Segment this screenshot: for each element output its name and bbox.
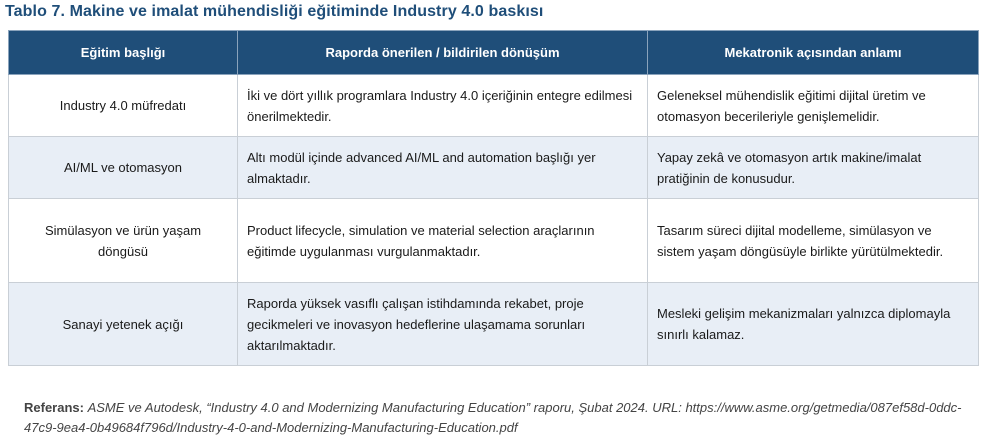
cell-meaning: Mesleki gelişim mekanizmaları yalnızca diplomayla sınırlı kalamaz.	[648, 283, 979, 366]
reference-note	[24, 398, 974, 438]
cell-change: İki ve dört yıllık programlara Industry 4.0 içeriğinin entegre edilmesi önerilmektedir.	[238, 75, 648, 137]
cell-change: Altı modül içinde advanced AI/ML and automation başlığı yer almaktadır.	[238, 137, 648, 199]
table-row	[9, 137, 979, 199]
table-row	[9, 283, 979, 366]
column-header-meaning: Mekatronik açısından anlamı	[648, 31, 979, 75]
column-header-change: Raporda önerilen / bildirilen dönüşüm	[238, 31, 648, 75]
table-header-row	[9, 31, 979, 75]
reference-text: ASME ve Autodesk, “Industry 4.0 and Modernizing Manufacturing Education” raporu, Şubat 2024. URL: https://www.asme.org/getmedia/087ef58d-0ddc-47c9-9ea4-0b49684f796d/Industry-4-0-and-Modernizing-Manufacturing-Education.pdf	[24, 400, 962, 435]
cell-topic: Industry 4.0 müfredatı	[9, 75, 238, 137]
table-row	[9, 75, 979, 137]
cell-topic: AI/ML ve otomasyon	[9, 137, 238, 199]
cell-topic: Sanayi yetenek açığı	[9, 283, 238, 366]
column-header-topic: Eğitim başlığı	[9, 31, 238, 75]
reference-label: Referans:	[24, 400, 84, 415]
cell-meaning: Yapay zekâ ve otomasyon artık makine/imalat pratiğinin de konusudur.	[648, 137, 979, 199]
cell-meaning: Geleneksel mühendislik eğitimi dijital üretim ve otomasyon becerileriyle genişlemelidir.	[648, 75, 979, 137]
table-row	[9, 199, 979, 283]
table-caption: Tablo 7. Makine ve imalat mühendisliği eğitiminde Industry 4.0 baskısı	[5, 3, 544, 20]
industry-4-table	[8, 30, 979, 366]
cell-topic: Simülasyon ve ürün yaşam döngüsü	[9, 199, 238, 283]
cell-change: Raporda yüksek vasıflı çalışan istihdamında rekabet, proje gecikmeleri ve inovasyon hedeflerine ulaşamama sorunları aktarılmaktadır.	[238, 283, 648, 366]
cell-meaning: Tasarım süreci dijital modelleme, simülasyon ve sistem yaşam döngüsüyle birlikte yürütülmektedir.	[648, 199, 979, 283]
cell-change: Product lifecycle, simulation ve material selection araçlarının eğitimde uygulanması vurgulanmaktadır.	[238, 199, 648, 283]
